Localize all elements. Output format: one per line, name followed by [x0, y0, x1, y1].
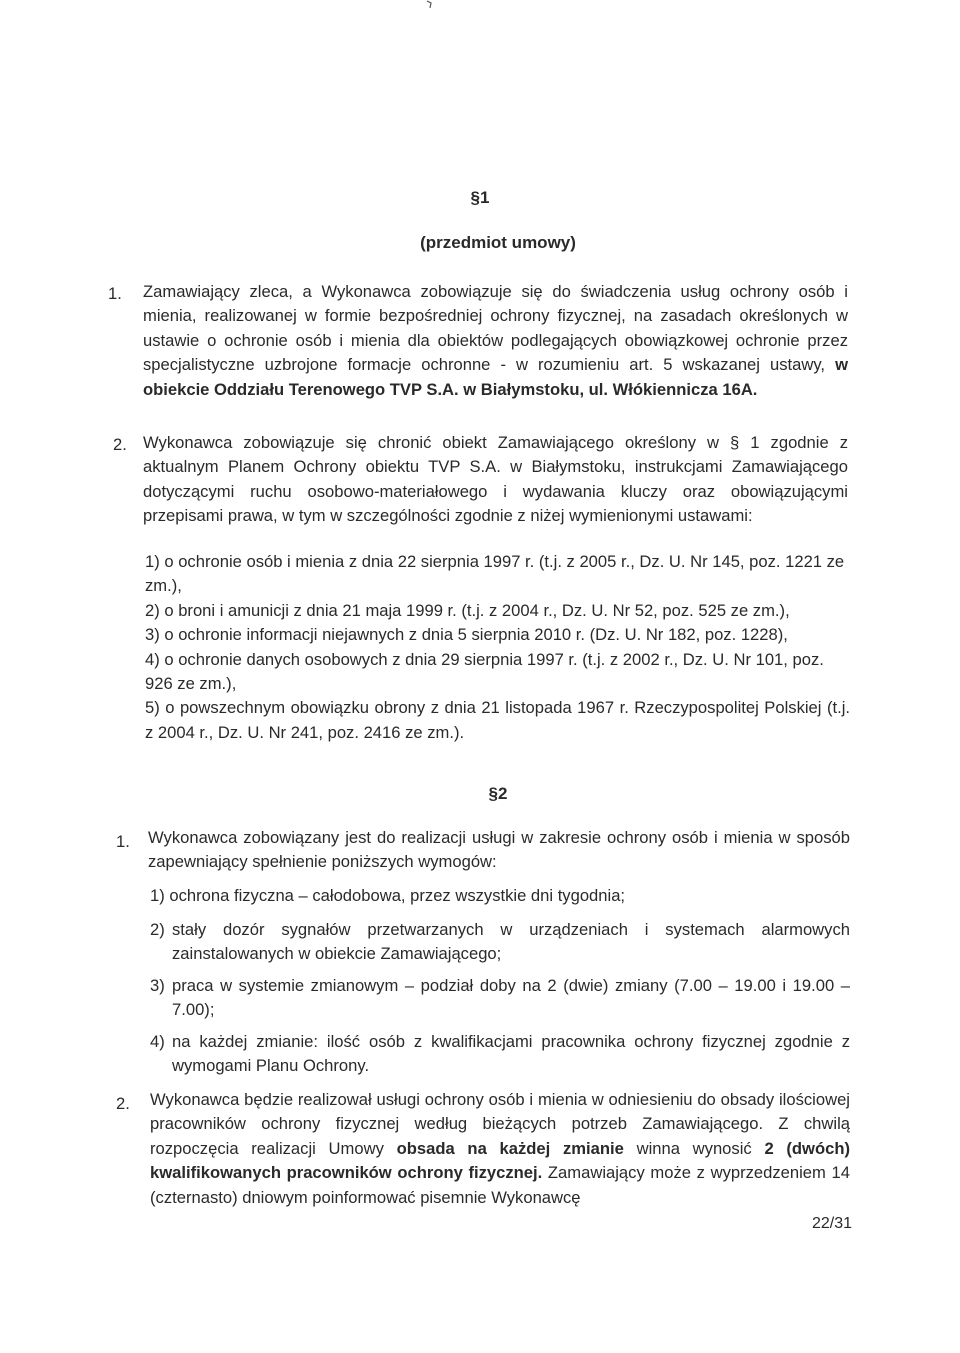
law-item: 2) o broni i amunicji z dnia 21 maja 1999 r. (t.j. z 2004 r., Dz. U. Nr 52, poz. 525 ze zm.),	[145, 600, 790, 620]
s2-requirement	[150, 974, 850, 1023]
req-text: ochrona fizyczna – całodobowa, przez wszystkie dni tygodnia;	[169, 886, 626, 905]
s1-item-1-text	[143, 280, 848, 402]
s1-item-1-number: 1.	[108, 284, 122, 303]
req-number: 2)	[150, 920, 165, 939]
page-number: 22/31	[811, 1215, 852, 1232]
law-item: 4) o ochronie danych osobowych z dnia 29 sierpnia 1997 r. (t.j. z 2002 r., Dz. U. Nr 101, poz. 926 ze zm.),	[145, 649, 824, 694]
law-item: 3) o ochronie informacji niejawnych z dnia 5 sierpnia 2010 r. (Dz. U. Nr 182, poz. 1228),	[145, 625, 788, 645]
s2-item-2-part-a: Wykonawca będzie realizował usługi ochrony osób i mienia w odniesieniu do obsady ilościowej pracowników ochrony fizycznej według bieżących potrzeb Zamawiającego. Z chwilą rozpoczęcia realizacji Umowy	[150, 1090, 850, 1158]
req-number: 4)	[150, 1032, 165, 1051]
req-number: 3)	[150, 976, 165, 995]
s2-requirement	[150, 884, 850, 908]
s2-item-2-part-b: winna wynosić	[636, 1138, 752, 1158]
req-text: stały dozór sygnałów przetwarzanych w urządzeniach i systemach alarmowych zainstalowanych w obiekcie Zamawiającego;	[172, 920, 850, 964]
law-item: 5) o powszechnym obowiązku obrony z dnia 21 listopada 1967 r. Rzeczypospolitej Polskiej (t.j. z 2004 r., Dz. U. Nr 241, poz. 2416 ze zm.).	[145, 698, 850, 742]
s1-item-2-text: Wykonawca zobowiązuje się chronić obiekt Zamawiającego określony w § 1 zgodnie z aktualnym Planem Ochrony obiektu TVP S.A. w Białymstoku, instrukcjami Zamawiającego dotyczącymi ruchu osobowo-materiałowego i wydawania kluczy oraz obowiązującymi przepisami prawa, w tym w szczególności zgodnie z niżej wymienionymi ustawami:	[143, 433, 848, 526]
s2-requirement	[150, 918, 850, 967]
scan-artifact-mark	[425, 0, 439, 10]
law-item: 1) o ochronie osób i mienia z dnia 22 sierpnia 1997 r. (t.j. z 2005 r., Dz. U. Nr 145, poz. 1221 ze zm.),	[145, 552, 845, 596]
s1-laws-list	[145, 550, 850, 745]
req-number: 1)	[150, 886, 165, 905]
s1-item-1-plain: Zamawiający zleca, a Wykonawca zobowiązuje się do świadczenia usług ochrony osób i mienia, realizowanej w formie bezpośredniej ochrony fizycznej, na zasadach określonych w ustawie o ochronie osób i mienia dla obiektów podlegających obowiązkowej ochronie przez specjalistyczne uzbrojone formacje ochronne - w rozumieniu art. 5 wskazanej ustawy,	[143, 282, 848, 375]
section-1-subtitle: (przedmiot umowy)	[420, 233, 576, 252]
section-1-heading: §1	[470, 188, 490, 207]
s1-item-2-number: 2.	[113, 435, 127, 454]
s2-item-2-part-c: Zamawiający może z wyprzedzeniem 14 (czternasto) dniowym poinformować pisemnie Wykonawcę	[150, 1163, 850, 1207]
s2-item-2-text	[150, 1088, 850, 1210]
section-2-heading: §2	[488, 784, 508, 803]
s2-requirement	[150, 1030, 850, 1079]
s2-item-2-bold-b: 2 (dwóch) kwalifikowanych pracowników ochrony fizycznej.	[150, 1138, 850, 1183]
req-text: praca w systemie zmianowym – podział doby na 2 (dwie) zmiany (7.00 – 19.00 i 19.00 – 7.00);	[172, 976, 850, 1020]
req-text: na każdej zmianie: ilość osób z kwalifikacjami pracownika ochrony fizycznej zgodnie z wymogami Planu Ochrony.	[172, 1032, 850, 1076]
s2-item-1-number: 1.	[116, 832, 130, 851]
s2-item-2-number: 2.	[116, 1094, 130, 1113]
s2-item-2-bold-a: obsada na każdej zmianie	[396, 1138, 624, 1158]
s2-item-1-text: Wykonawca zobowiązany jest do realizacji usługi w zakresie ochrony osób i mienia w sposób zapewniający spełnienie poniższych wymogów:	[148, 828, 850, 872]
s1-item-1-location: w obiekcie Oddziału Terenowego TVP S.A. w Białymstoku, ul. Włókiennicza 16A.	[143, 355, 848, 399]
